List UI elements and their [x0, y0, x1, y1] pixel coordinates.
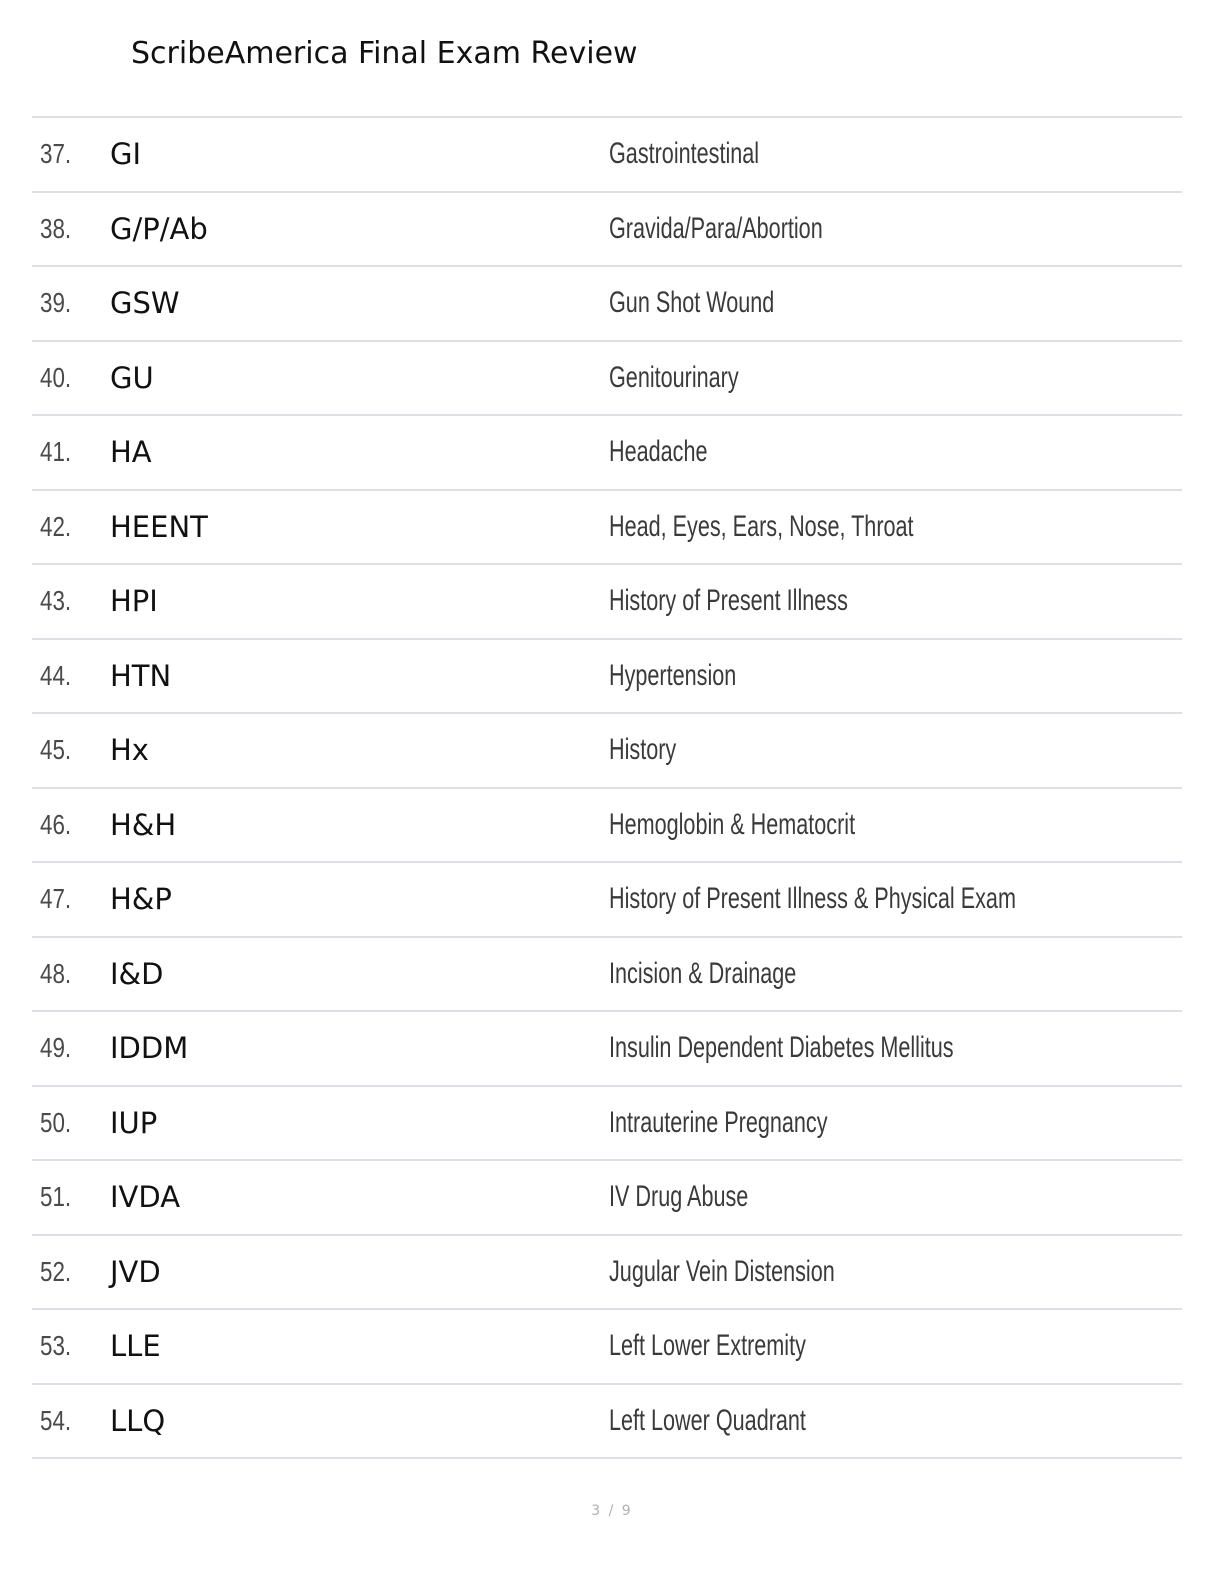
page-title: ScribeAmerica Final Exam Review: [131, 36, 638, 71]
row-number: 54.: [40, 1404, 72, 1436]
row-abbreviation: H&H: [110, 807, 177, 842]
row-meaning: Hemoglobin & Hematocrit: [609, 807, 856, 841]
table-row: [32, 342, 1182, 417]
row-number: 47.: [40, 883, 72, 915]
page-number: 3 / 9: [591, 1503, 633, 1519]
table-row: [32, 714, 1182, 789]
row-number: 53.: [40, 1330, 72, 1362]
row-meaning: Insulin Dependent Diabetes Mellitus: [609, 1031, 954, 1065]
row-abbreviation: G/P/Ab: [110, 211, 208, 246]
row-number: 42.: [40, 510, 72, 542]
row-meaning: Left Lower Extremity: [609, 1329, 806, 1363]
row-meaning: Left Lower Quadrant: [609, 1403, 806, 1437]
table-row: [32, 1161, 1182, 1236]
row-number: 41.: [40, 436, 72, 468]
row-abbreviation: IUP: [110, 1105, 158, 1140]
row-meaning: Headache: [609, 435, 708, 469]
table-row: [32, 1087, 1182, 1162]
row-meaning: History of Present Illness: [609, 584, 848, 618]
row-meaning: Genitourinary: [609, 360, 739, 394]
table-row: [32, 1385, 1182, 1460]
row-number: 37.: [40, 138, 72, 170]
row-meaning: History of Present Illness & Physical Exam: [609, 882, 1016, 916]
row-number: 45.: [40, 734, 72, 766]
table-row: [32, 1012, 1182, 1087]
row-meaning: Gastrointestinal: [609, 137, 760, 171]
row-abbreviation: GI: [110, 137, 142, 172]
row-meaning: IV Drug Abuse: [609, 1180, 749, 1214]
abbreviation-table: [32, 116, 1182, 1459]
row-abbreviation: IVDA: [110, 1180, 181, 1215]
row-abbreviation: HA: [110, 435, 152, 470]
table-row: [32, 416, 1182, 491]
row-number: 43.: [40, 585, 72, 617]
row-meaning: Hypertension: [609, 658, 737, 692]
row-meaning: Gun Shot Wound: [609, 286, 775, 320]
row-abbreviation: LLQ: [110, 1403, 166, 1438]
row-meaning: History: [609, 733, 677, 767]
table-row: [32, 789, 1182, 864]
row-number: 40.: [40, 361, 72, 393]
table-row: [32, 1310, 1182, 1385]
table-row: [32, 118, 1182, 193]
row-abbreviation: LLE: [110, 1329, 161, 1364]
table-row: [32, 863, 1182, 938]
row-number: 39.: [40, 287, 72, 319]
row-abbreviation: HEENT: [110, 509, 208, 544]
table-row: [32, 491, 1182, 566]
row-meaning: Incision & Drainage: [609, 956, 797, 990]
row-meaning: Intrauterine Pregnancy: [609, 1105, 828, 1139]
table-row: [32, 938, 1182, 1013]
row-abbreviation: I&D: [110, 956, 164, 991]
table-row: [32, 267, 1182, 342]
row-meaning: Gravida/Para/Abortion: [609, 211, 823, 245]
row-abbreviation: HPI: [110, 584, 158, 619]
row-number: 46.: [40, 808, 72, 840]
row-number: 44.: [40, 659, 72, 691]
row-abbreviation: Hx: [110, 733, 149, 768]
row-abbreviation: GSW: [110, 286, 180, 321]
row-abbreviation: HTN: [110, 658, 172, 693]
table-row: [32, 193, 1182, 268]
row-number: 50.: [40, 1106, 72, 1138]
row-number: 51.: [40, 1181, 72, 1213]
row-abbreviation: GU: [110, 360, 154, 395]
row-number: 48.: [40, 957, 72, 989]
table-row: [32, 565, 1182, 640]
row-meaning: Head, Eyes, Ears, Nose, Throat: [609, 509, 914, 543]
row-number: 49.: [40, 1032, 72, 1064]
table-row: [32, 1236, 1182, 1311]
row-abbreviation: IDDM: [110, 1031, 189, 1066]
row-meaning: Jugular Vein Distension: [609, 1254, 835, 1288]
table-row: [32, 640, 1182, 715]
row-number: 38.: [40, 212, 72, 244]
row-abbreviation: JVD: [110, 1254, 161, 1289]
row-abbreviation: H&P: [110, 882, 172, 917]
row-number: 52.: [40, 1255, 72, 1287]
